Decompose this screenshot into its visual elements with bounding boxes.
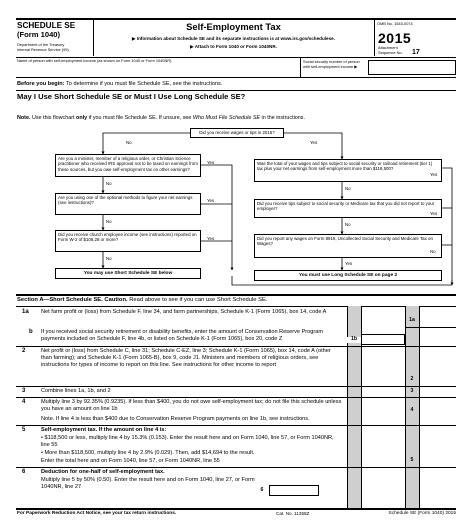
line-6-amount[interactable] [269,485,319,496]
line-1b-amount[interactable] [361,334,405,345]
section-a-heading [17,297,267,304]
line-1b-number: b [29,329,33,335]
label-no-tips: No [126,140,132,145]
line-5-rule [16,467,456,468]
label-yes-church: Yes [207,236,215,241]
short-schedule-box: You may use Short Schedule SE below [55,268,201,279]
attach-line: ▶ Attach to Form 1040 or Form 1040NR. [190,44,277,49]
label-yes-optional: Yes [207,198,215,203]
tax-year: 2015 [378,30,412,46]
line-1a-rule [405,327,456,328]
q-optional-box: Are you using one of the optional methods to figure your net earnings (see instructions)? [55,193,201,215]
line-1b-rule [16,346,456,347]
line-5-title: Self-employment tax. If the amount on line 4 is: [41,427,167,433]
line-5-cell-label: 5 [410,457,414,463]
irs-line: Internal Revenue Service (99) [17,47,69,52]
footer-cat-number: Cat. No. 11358Z [276,511,310,516]
flowchart-note-only: only [76,115,88,121]
sequence-number: 17 [412,49,420,56]
department-line: Department of the Treasury [17,42,65,47]
flowchart-heading: May I Use Short Schedule SE or Must I Use Long Schedule SE? [17,92,246,101]
line-3-text: Combine lines 1a, 1b, and 2 [41,388,111,394]
line-2-number: 2 [22,348,26,354]
q-wages-total-box: Was the total of your wages and tips subject to social security or railroad retirement (tier 1) tax plus your net earnings from self-employment more than $118,500? [254,159,442,182]
line-1b-cell-label: 1b [347,337,361,343]
label-yes-wages: Yes [430,172,438,177]
line-5-bullet-2: • More than $118,500, multiply line 4 by 2.9% (0.029). Then, add $14,694 to the result. [41,450,255,456]
line-1a-amount[interactable] [419,316,456,327]
line-1a-text: Net farm profit or (loss) from Schedule F, line 34, and farm partnerships, Schedule K-1 (Form 1065), box 14, code A [41,309,327,315]
sequence-label: Sequence No. [378,50,403,55]
attachment-label: Attachment [378,45,398,50]
line-2-cell-label: 2 [410,376,414,382]
footer-form-id-text: Schedule SE (Form 1040) 2015 [388,511,456,516]
before-you-begin-bold: Before you begin: [17,81,65,87]
line-4-amount[interactable] [419,406,456,415]
line-3-number: 3 [22,388,26,394]
label-yes-8919: Yes [345,261,353,266]
flowchart-note-bold: Note. [17,115,31,121]
footer-form-id [389,511,456,517]
section-a-title: Section A—Short Schedule SE. [17,297,103,303]
q-tips-unreported-box: Did you receive tips subject to social security or Medicare tax that you did not report to your employer? [254,199,442,218]
flowchart-note-rest: if you must file Schedule SE. If unsure, see [87,115,193,121]
line-4-text: Multiply line 3 by 92.35% (0.9235). If less than $400, you do not owe self-employment tax; do not file this schedule unless you have an amount on line 1b [41,399,342,412]
line-6-title: Deduction for one-half of self-employment tax. [41,469,165,475]
line-5-number: 5 [22,427,26,433]
line-1b-text: If you received social security retirement or disability benefits, enter the amount of Conservation Reserve Program payments included on Schedule F, line 4b, or listed on Schedule K-1 (Form 1065), box 20, code Z [41,329,323,342]
label-no-church: No [106,256,112,261]
section-a-caution-text: Read above to see if you can use Short Schedule SE. [127,297,268,303]
line-4-number: 4 [22,399,26,405]
col-rule-c [405,306,406,508]
label-yes-tips-unreported: Yes [430,211,438,216]
line-1a-cell-label: 1a [409,317,415,323]
line-3-rule [16,397,456,398]
arrow-wages-yes [442,168,452,285]
line-5-bullet-1: • $118,500 or less, multiply line 4 by 15.3% (0.153). Enter the result here and on Form 1040, line 57, or Form 1040NR, line 55 [41,435,334,448]
line-6-cell-label: 6 [260,487,264,493]
line-2-rule [16,386,456,387]
name-field-label: Name of person with self-employment income (as shown on Form 1040 or Form 1040NR) [17,58,172,63]
label-no-minister: No [106,181,112,186]
before-you-begin-text: To determine if you must file Schedule SE, see the instructions. [64,81,223,87]
flowchart-note-end: in the instructions. [260,115,305,121]
omb-number: OMB No. 1545-0074 [377,21,413,26]
section-a-caution-bold: Caution. [104,297,128,303]
q-minister-box: Are you a minister, member of a religious order, or Christian Science practitioner who received IRS approval not to be taxed on earnings from these sources, but you owe self-employment tax on other earnings? [55,154,201,177]
form-ref: (Form 1040) [17,30,61,39]
arrow-tips-no [103,133,190,154]
flowchart-note-text: Use this flowchart [30,115,77,121]
label-yes-tips: Yes [310,140,318,145]
line-2-text: Net profit or (loss) from Schedule C, line 31; Schedule C-EZ, line 3; Schedule K-1 (Form 1065), box 14, code A (other than farming); and Schedule K-1 (Form 1065-B), box 9, code J1. Ministers and members of religious orders, see instructions for types of income to report on this line. See instructions for other income to report [41,348,331,368]
main-title: Self-Employment Tax [186,21,281,32]
arrow-minister-yes [201,165,232,270]
line-3-amount[interactable] [419,387,456,396]
arrow-tips-yes [284,133,342,159]
line-3-cell-label: 3 [410,388,414,394]
ssn-field-label: Social security number of person with self-employment income ▶ [303,59,360,70]
footer-paperwork-notice: For Paperwork Reduction Act Notice, see your tax return instructions. [17,511,177,516]
line-4-note: Note. If line 4 is less than $400 due to Conservation Reserve Program payments on line 1b, see instructions. [41,416,310,422]
schedule-title: SCHEDULE SE [17,21,76,30]
label-no-optional: No [106,219,112,224]
section-a-top-rule [16,294,456,296]
line-4-cell-label: 4 [410,407,414,413]
line-1a-number: 1a [22,309,29,315]
line-5-amount[interactable] [419,456,456,466]
label-yes-minister: Yes [207,160,215,165]
line-6-number: 6 [22,469,26,475]
line-4-rule [16,425,456,426]
info-line: ▶ Information about Schedule SE and its separate instructions is at www.irs.gov/schedulese. [132,36,335,41]
long-schedule-box: You must use Long Schedule SE on page 2 [254,270,442,281]
q-church-box: Did you receive church employee income (see instructions) reported on Form W-2 of $108.28 or more? [55,230,201,252]
flowchart-note-italic: Who Must File Schedule SE [192,115,261,121]
line-6-text: Multiply line 5 by 50% (0.50). Enter the result here and on Form 1040, line 27, or Form 1040NR, line 27 [41,477,255,490]
section-a-header-rule [16,306,456,307]
label-no-8919: No [430,249,436,254]
footer-rule [16,508,456,510]
q-tips-box: Did you receive wages or tips in 2015? [190,128,284,138]
line-2-amount[interactable] [419,374,456,385]
q-8919-box: Did you report any wages on Form 8919, Uncollected Social Security and Medicare Tax on Wages? [254,234,442,258]
label-no-wages: No [345,186,351,191]
label-no-tips-unreported: No [345,222,351,227]
line-5-total-text: Enter the total here and on Form 1040, line 57, or Form 1040NR, line 55 [41,458,220,464]
